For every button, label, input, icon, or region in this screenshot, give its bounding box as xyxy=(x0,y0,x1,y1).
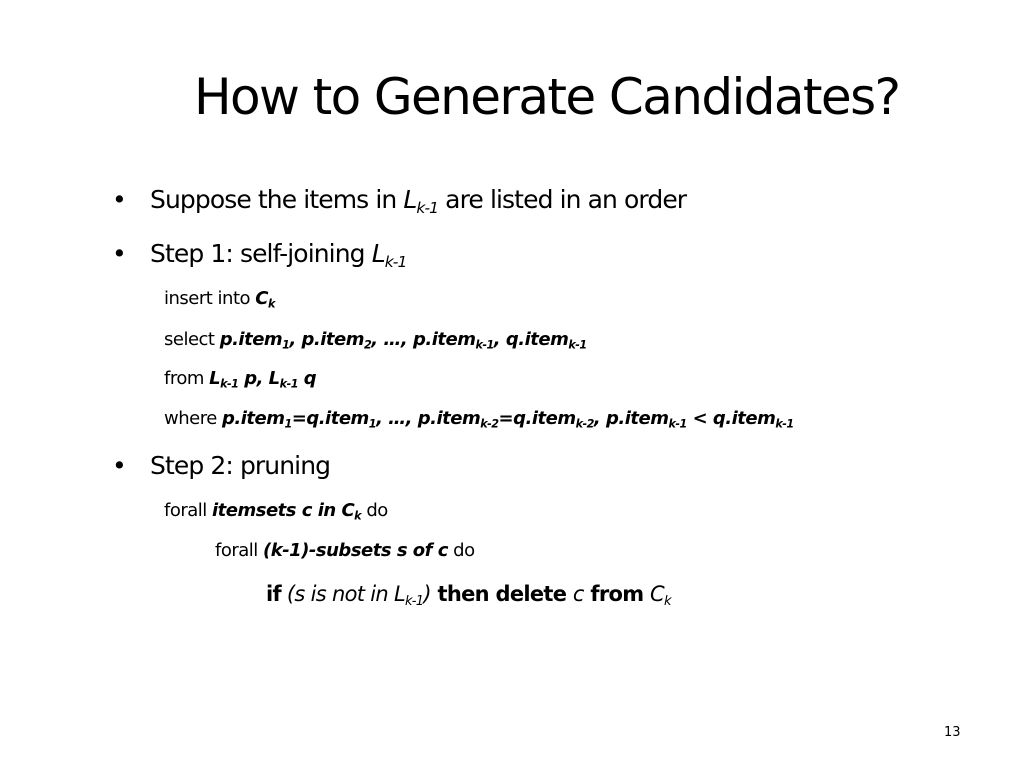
subscript: k-1 xyxy=(279,377,298,391)
expr: , …, p.item xyxy=(376,408,481,429)
var-L: L xyxy=(371,239,385,268)
subscript: k-1 xyxy=(775,417,794,431)
expr: q xyxy=(297,368,317,389)
subscript: k-2 xyxy=(480,417,499,431)
expr: =q.item xyxy=(498,408,576,429)
subscript: 1 xyxy=(282,338,290,352)
subscript: k xyxy=(663,594,671,610)
subscript: k xyxy=(267,297,275,311)
subscript: 1 xyxy=(284,417,292,431)
keyword: forall xyxy=(164,500,213,521)
var-C: C xyxy=(650,582,664,606)
expr: =q.item xyxy=(291,408,369,429)
expr: L xyxy=(209,368,221,389)
subscript: 2 xyxy=(364,338,372,352)
expr: itemsets c in C xyxy=(212,500,355,521)
sql-select-line xyxy=(164,327,587,353)
if-delete-line xyxy=(266,579,671,609)
bullet-step1 xyxy=(150,238,406,270)
expr: , p.item xyxy=(289,329,365,350)
keyword: do xyxy=(361,500,388,521)
bullet-marker: • xyxy=(112,185,127,214)
keyword: where xyxy=(164,408,223,429)
condition: (s is not in L xyxy=(280,582,405,606)
keyword-if: if xyxy=(266,582,281,606)
slide-title: How to Generate Candidates? xyxy=(194,68,900,126)
sql-from-line xyxy=(164,366,316,392)
var-c: c xyxy=(572,582,584,606)
subscript: k xyxy=(354,509,362,523)
expr: p, L xyxy=(238,368,280,389)
expr: p.item xyxy=(222,408,285,429)
subscript: 1 xyxy=(368,417,377,431)
text: are listed in an order xyxy=(438,185,687,214)
bullet-step2: Step 2: pruning xyxy=(150,451,331,480)
expr: , p.item xyxy=(593,408,669,429)
expr: < q.item xyxy=(686,408,776,429)
subscript: k-2 xyxy=(575,417,594,431)
subscript: k-1 xyxy=(404,594,424,610)
bullet-suppose xyxy=(150,184,686,216)
bullet-marker: • xyxy=(112,451,127,480)
text: Step 1: self-joining xyxy=(150,239,372,268)
forall-subsets-line xyxy=(215,538,475,564)
condition-close: ) xyxy=(423,582,431,606)
var-L: L xyxy=(403,185,417,214)
subscript: k-1 xyxy=(384,252,407,271)
sql-insert-line xyxy=(164,286,275,312)
expr: (k-1)-subsets s of c xyxy=(263,540,448,561)
keyword: from xyxy=(164,368,210,389)
keyword-then-delete: then delete xyxy=(430,582,573,606)
keyword: forall xyxy=(215,540,264,561)
expr: p.item xyxy=(219,329,283,350)
subscript: k-1 xyxy=(475,338,494,352)
keyword: do xyxy=(447,540,475,561)
subscript: k-1 xyxy=(220,377,239,391)
var-C: C xyxy=(255,288,268,309)
subscript: k-1 xyxy=(416,198,439,217)
subscript: k-1 xyxy=(568,338,587,352)
sql-where-line xyxy=(164,406,794,432)
page-number: 13 xyxy=(944,725,961,740)
text: Suppose the items in xyxy=(150,185,404,214)
bullet-marker: • xyxy=(112,239,127,268)
keyword: select xyxy=(164,329,220,350)
forall-itemsets-line xyxy=(164,498,388,524)
keyword-from: from xyxy=(583,582,650,606)
keyword: insert into xyxy=(164,288,256,309)
subscript: k-1 xyxy=(668,417,687,431)
expr: , q.item xyxy=(493,329,569,350)
expr: , …, p.item xyxy=(371,329,476,350)
